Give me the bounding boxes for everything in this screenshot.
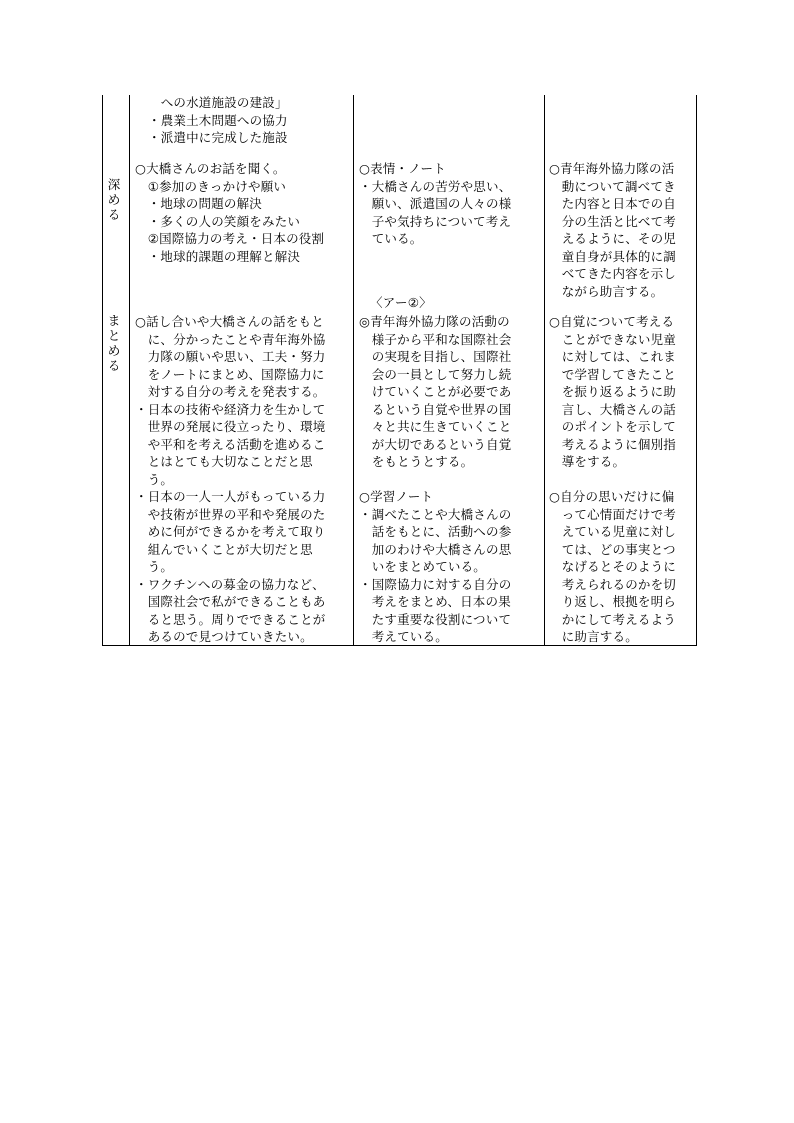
stage-label-fukameru: 深 め る: [107, 177, 121, 222]
column-divider-stage: [129, 95, 130, 646]
evaluation-cell-matomeru: ◎青年海外協力隊の活動の 様子から平和な国際社会 の実現を目指し、国際社 会の一員として努力し続 けていくことが必要であ るという自覚や世界の国 々と共に生きていくこと が大切であるという自覚 をもとうとする。 ○学習ノート ・調べたことや大橋さんの 話をもとに、活動への参 加のわけや大橋さんの思 いをまとめている。 ・国際協力に対する自分の 考えをまとめ、日本の果 たす重要な役割について 考えている。: [359, 314, 512, 644]
support-cell-matomeru: ○自覚について考える ことができない児童 に対しては、これま で学習してきたこと を振り返るように助 言し、大橋さんの話 のポイントを示して 考えるように個別指 導をする。 ○自分の思いだけに偏 って心情面だけで考 えている児童に対し ては、どの事実とつ なげるとそのように 考えられるのかを切 り返し、根拠を明ら かにして考えるよう に助言する。: [549, 314, 677, 644]
evaluation-cell-fukameru: ○表情・ノート ・大橋さんの苦労や思い、 願い、派遣国の人々の様 子や気持ちについて考え ている。: [359, 161, 512, 246]
activity-continuation-text: への水道施設の建設」 ・農業土木問題への協力 ・派遣中に完成した施設: [148, 95, 288, 145]
stage-label-matomeru: ま と め る: [107, 313, 121, 373]
activity-cell-matomeru: ○話し合いや大橋さんの話をもと に、分かったことや青年海外協 力隊の願いや思い、工夫・努力 をノートにまとめ、国際協力に 対する自分の考えを発表する。 ・日本の技術や経済力を生かして 世界の発展に役立ったり、環境 や平和を考える活動を進めるこ とはとても大切なことだと思 う。 ・日本の一人一人がもっている力 や技術が世界の平和や発展のた めに何ができるかを考えて取り 組んでいくことが大切だと思 う。 ・ワクチンへの募金の協力など、 国際社会で私ができることもあ ると思う。周りでできることが あるので見つけていきたい。: [135, 314, 326, 644]
evaluation-criterion-label: 〈アー②〉: [370, 295, 432, 310]
table-border-right: [696, 95, 697, 646]
column-divider-evaluation: [544, 95, 545, 646]
activity-cell-fukameru: ○大橋さんのお話を聞く。 ①参加のきっかけや願い ・地球の問題の解決 ・多くの人の笑顔をみたい ②国際協力の考え・日本の役割 ・地球的課題の理解と解決: [135, 161, 325, 264]
column-divider-activity: [353, 95, 354, 646]
support-cell-fukameru: ○青年海外協力隊の活 動について調べてき た内容と日本での自 分の生活と比べて考 えるように、その児 童自身が具体的に調 べてきた内容を示し ながら助言する。: [549, 161, 677, 299]
table-border-left: [102, 95, 103, 646]
